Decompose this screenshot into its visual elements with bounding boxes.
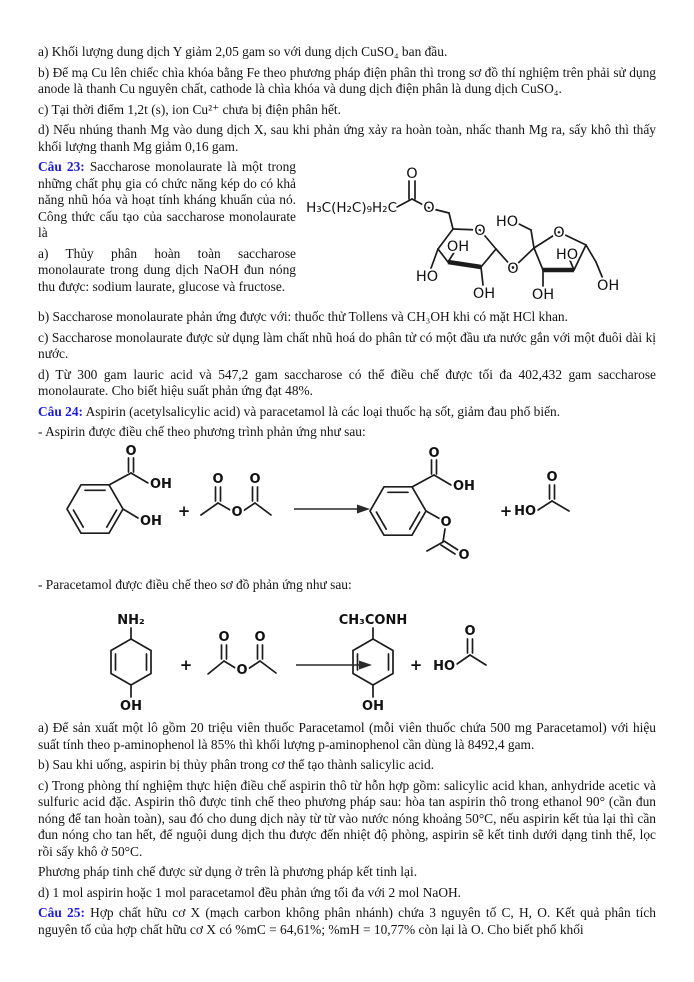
glucose-oh-bottom-label: OH [472,286,496,302]
question-24-intro-paragraph [38,404,656,421]
q23-statement-a: a) Thủy phân hoàn toàn saccharose monolaurate trong dung dịch NaOH đun nóng thu được: sodium laurate, glucose và fructose. [38,245,296,294]
anhydride-o-center: O [236,662,248,678]
anhydride-o-left: O [212,471,224,487]
reaction-arrow [357,504,370,513]
lauryl-chain-label: H₃C(H₂C)₉H₂C [306,200,397,216]
saccharose-structure-drawing [296,159,656,309]
paracetamol-reaction-figure [38,598,656,721]
question-24-label: Câu 24: [38,403,84,419]
paracetamol-amide-label: CH₃CONH [338,612,408,628]
aminophenol-oh: OH [120,698,142,714]
q22-statement-c: c) Tại thời điểm 1,2t (s), ion Cu²⁺ chưa bị điện phân hết. [38,101,341,117]
paracetamol-oh: OH [362,698,384,714]
ester-o-label: O [423,200,435,216]
q24-statement-b: b) Sau khi uống, aspirin bị thủy phân trong cơ thể tạo thành salicylic acid. [38,757,435,772]
fructose-ch2oh-ho-label: HO [495,214,519,230]
question-24-intro: Aspirin (acetylsalicylic acid) và paracetamol là các loại thuốc hạ sốt, giảm đau phổ biến. [85,403,561,419]
saccharose-monolaurate-figure [296,159,656,309]
carbonyl-o-label: O [406,166,418,182]
glycosidic-o-label: O [507,261,519,277]
aspirin-ester-o: O [440,514,452,530]
q23-statement-c: c) Saccharose monolaurate được sử dụng làm chất nhũ hoá do phân tử có một đầu ưa nước gắn với một đuôi dài kị nước. [38,329,656,361]
question-23-intro: Saccharose monolaurate là một trong những chất phụ gia có chức năng kép do có khả năng nhũ hóa và hoạt tính kháng khuẩn của nó. Công thức cấu tạo của saccharose monolaurate là [38,159,296,240]
aminophenol-nh2: NH₂ [117,612,145,628]
plus-sign: + [177,501,191,520]
question-25-intro: Hợp chất hữu cơ X (mạch carbon không phân nhánh) chứa 3 nguyên tố C, H, O. Kết quả phân tích nguyên tố của hợp chất hữu cơ X có %mC = 64,61%; %mH = 10,77% còn lại là O. Cho biết phổ khối [38,905,656,937]
aspirin-reaction-figure [38,445,656,578]
aspirin-carbonyl-o: O [428,445,440,461]
acetic-acid-ho: HO [433,658,455,674]
salicylic-carbonyl-o: O [125,444,137,459]
q22-statement-a: a) Khối lượng dung dịch Y giảm 2,05 gam so với dung dịch CuSO₄ ban đầu. [38,44,448,59]
question-23-block [38,159,656,400]
anhydride-o-right: O [249,471,261,487]
q23-statement-d: d) Từ 300 gam lauric acid và 547,2 gam saccharose có thể điều chế được tối đa 402,432 gam saccharose monolaurate. Cho biết hiệu suất phản ứng đạt 48%. [38,366,656,398]
q22-statement-b: b) Để mạ Cu lên chiếc chìa khóa bằng Fe theo phương pháp điện phân thì trong sơ đồ thí nghiệm trên phải sử dụng anode là thanh Cu nguyên chất, cathode là chìa khóa và dung dịch điện phân là dung dịch CuSO₄. [38,64,656,96]
acetic-acid-o: O [464,623,476,639]
plus-sign: + [179,655,193,674]
paracetamol-reaction-drawing [38,598,508,716]
q24-recrystallization-note: Phương pháp tinh chế được sử dụng ở trên là phương pháp kết tinh lại. [38,864,418,879]
aspirin-acetyl-o: O [458,547,470,563]
q24-statement-a: a) Để sản xuất một lô gồm 20 triệu viên thuốc Paracetamol (mỗi viên thuốc chứa 500 mg Paracetamol) với hiệu suất tính theo p-aminophenol là 85% thì khối lượng p-aminophenol cần dùng là 8492,4 gam. [38,720,656,752]
acetic-acid-o: O [546,469,558,485]
aspirin-reaction-bonds [67,458,569,554]
q22-statement-d: d) Nếu nhúng thanh Mg vào dung dịch X, sau khi phản ứng xảy ra hoàn toàn, nhấc thanh Mg ra, sấy khô thì thấy khối lượng thanh Mg giảm 0,16 gam. [38,122,656,154]
acetic-acid-ho: HO [514,503,536,519]
fructose-ring-o-label: O [553,225,565,241]
aspirin-scheme-caption: - Aspirin được điều chế theo phương trình phản ứng như sau: [38,424,366,439]
salicylic-phenol-oh: OH [140,513,162,529]
reaction-arrow [359,660,372,669]
paracetamol-scheme-caption: - Paracetamol được điều chế theo sơ đồ phản ứng như sau: [38,577,352,592]
anhydride-o-center: O [231,504,243,520]
fructose-inner-ho-label: HO [555,247,579,263]
plus-sign: + [499,501,513,520]
salicylic-cooh-oh: OH [150,476,172,492]
glucose-ring-o-label: O [474,223,486,239]
aspirin-reaction-drawing [38,445,598,573]
q23-statement-b: b) Saccharose monolaurate phản ứng được với: thuốc thử Tollens và CH₃OH khi có mặt HCl khan. [38,309,568,324]
paracetamol-reaction-bonds [111,628,486,697]
glucose-ho-label: HO [415,269,439,285]
fructose-oh-right-label: OH [597,278,620,294]
q24-statement-d: d) 1 mol aspirin hoặc 1 mol paracetamol đều phản ứng tối đa với 2 mol NaOH. [38,884,462,900]
glucose-inner-oh-label: OH [446,239,470,255]
anhydride-o-right: O [254,629,266,645]
aspirin-cooh-oh: OH [453,478,475,494]
question-25-label: Câu 25: [38,905,85,920]
q24-statement-c: c) Trong phòng thí nghiệm thực hiện điều chế aspirin thô từ hỗn hợp gồm: salicylic acid khan, anhydride acetic và sulfuric acid đặc. Aspirin thô được tinh chế theo phương pháp sau: hòa tan aspirin thô trong ethanol 90° (cần đun nóng để tan hoàn toàn), sau đó cho dung dịch này từ từ vào nước nóng khoảng 50°C, nếu aspirin kết tủa lại thì cần đun nóng cho tan hết, để nguội dung dịch thu được đến nhiệt độ phòng, aspirin sẽ kết tinh dưới dạng tinh thể, lọc rồi sấy khô ở 50°C. [38,777,656,859]
question-25-intro-paragraph [38,905,656,938]
anhydride-o-left: O [218,629,230,645]
plus-sign: + [409,655,423,674]
fructose-oh-bottom-label: OH [531,287,555,303]
question-23-label: Câu 23: [38,159,85,174]
